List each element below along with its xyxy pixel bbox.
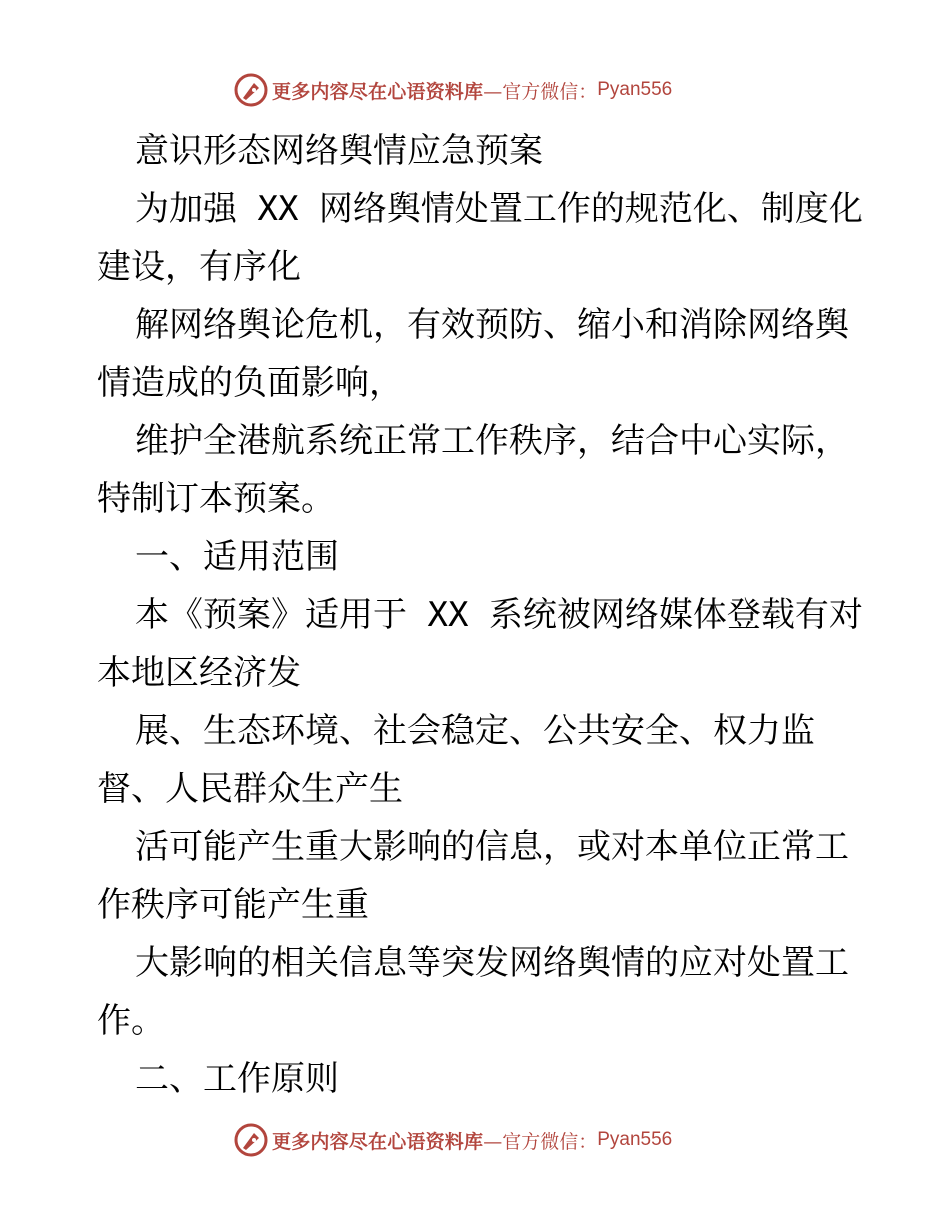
paragraph-line: 解网络舆论危机，有效预防、缩小和消除网络舆 bbox=[135, 305, 849, 345]
footer-watermark bbox=[234, 1122, 672, 1158]
paragraph-line: 督、人民群众生产生 bbox=[97, 769, 403, 809]
header-watermark bbox=[234, 72, 672, 108]
paragraph-line: 作。 bbox=[97, 1001, 165, 1041]
paragraph-line: 本《预案》适用于 XX 系统被网络媒体登载有对 bbox=[135, 595, 863, 635]
paragraph-line: 维护全港航系统正常工作秩序，结合中心实际， bbox=[135, 421, 849, 461]
watermark-lead-text: 更多内容尽在心语资料库 bbox=[272, 1130, 484, 1153]
watermark-tail-text: —官方微信： bbox=[483, 1130, 598, 1153]
watermark-wechat-id: Pyan556 bbox=[597, 1129, 673, 1150]
watermark-tail-text: —官方微信： bbox=[483, 80, 598, 103]
paragraph-line: 展、生态环境、社会稳定、公共安全、权力监 bbox=[135, 711, 815, 751]
paragraph-line: 本地区经济发 bbox=[97, 653, 301, 693]
document-body bbox=[97, 122, 863, 1108]
paragraph-line: 二、工作原则 bbox=[135, 1059, 339, 1099]
pen-nib-logo-icon bbox=[234, 73, 268, 107]
paragraph-line: 活可能产生重大影响的信息，或对本单位正常工 bbox=[135, 827, 849, 867]
watermark-wechat-id: Pyan556 bbox=[597, 79, 673, 100]
paragraph-line: 情造成的负面影响， bbox=[97, 363, 403, 403]
pen-nib-logo-icon bbox=[234, 1123, 268, 1157]
paragraph-line: 大影响的相关信息等突发网络舆情的应对处置工 bbox=[135, 943, 849, 983]
paragraph-line: 作秩序可能产生重 bbox=[97, 885, 369, 925]
paragraph-line: 意识形态网络舆情应急预案 bbox=[135, 131, 543, 171]
paragraph-line: 建设，有序化 bbox=[97, 247, 301, 287]
paragraph-line: 一、适用范围 bbox=[135, 537, 339, 577]
paragraph-line: 为加强 XX 网络舆情处置工作的规范化、制度化 bbox=[135, 189, 863, 229]
watermark-lead-text: 更多内容尽在心语资料库 bbox=[272, 80, 484, 103]
paragraph-line: 特制订本预案。 bbox=[97, 479, 335, 519]
